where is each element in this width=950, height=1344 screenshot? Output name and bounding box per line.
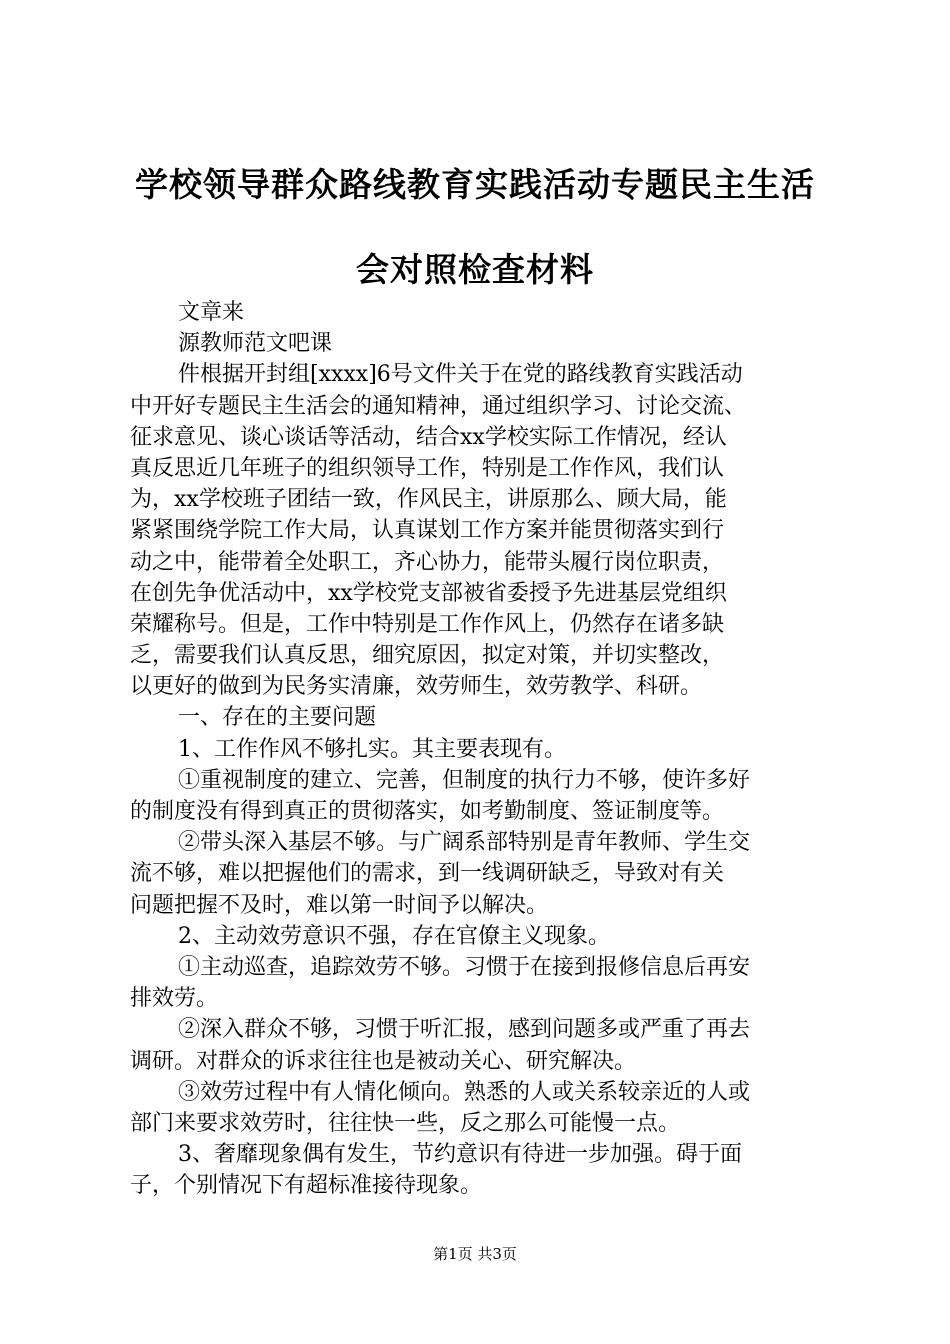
body-text-line: 真反思近几年班子的组织领导工作，特别是工作作风，我们认 bbox=[130, 455, 725, 481]
body-text-line: 部门来要求效劳时，往往快一些，反之那么可能慢一点。 bbox=[130, 1110, 681, 1136]
body-text-line: 排效劳。 bbox=[130, 986, 219, 1012]
body-text-line: 荣耀称号。但是，工作中特别是工作作风上，仍然存在诸多缺 bbox=[130, 611, 725, 637]
document-body bbox=[130, 297, 830, 1201]
body-text-line: ①主动巡查，追踪效劳不够。习惯于在接到报修信息后再安 bbox=[178, 954, 751, 980]
body-text-line: 的制度没有得到真正的贯彻落实，如考勤制度、签证制度等。 bbox=[130, 799, 725, 824]
body-text-line: 源教师范文吧课 bbox=[178, 331, 333, 357]
body-text-line: 问题把握不及时，难以第一时间予以解决。 bbox=[130, 892, 549, 918]
body-text-line: 动之中，能带着全处职工，齐心协力，能带头履行岗位职责， bbox=[130, 549, 725, 575]
body-text-line: 以更好的做到为民务实清廉，效劳师生，效劳教学、科研。 bbox=[130, 674, 703, 700]
body-text-line: ③效劳过程中有人情化倾向。熟悉的人或关系较亲近的人或 bbox=[178, 1079, 751, 1105]
body-text-line: 在创先争优活动中，xx学校党支部被省委授予先进基层党组织 bbox=[130, 580, 727, 606]
body-text-line: 件根据开封组[xxxx]6号文件关于在党的路线教育实践活动 bbox=[178, 362, 743, 388]
body-text-line: 一、存在的主要问题 bbox=[178, 705, 377, 731]
body-text-line: 乏，需要我们认真反思，细究原因，拟定对策，并切实整改， bbox=[130, 643, 725, 669]
body-text-line: ①重视制度的建立、完善，但制度的执行力不够，使许多好 bbox=[178, 767, 751, 793]
body-text-line: 流不够，难以把握他们的需求，到一线调研缺乏，导致对有关 bbox=[130, 861, 725, 887]
body-text-line: 紧紧围绕学院工作大局，认真谋划工作方案并能贯彻落实到行 bbox=[130, 518, 725, 544]
document-title-line-1: 学校领导群众路线教育实践活动专题民主生活 bbox=[135, 165, 815, 204]
body-text-line: 子，个别情况下有超标准接待现象。 bbox=[130, 1173, 483, 1199]
body-text-line: ②带头深入基层不够。与广阔系部特别是青年教师、学生交 bbox=[178, 830, 751, 856]
body-text-line: 征求意见、谈心谈话等活动，结合xx学校实际工作情况，经认 bbox=[130, 424, 727, 450]
body-text-line: 3、奢靡现象偶有发生，节约意识有待进一步加强。碍于面 bbox=[178, 1142, 742, 1168]
body-text-line: 1、工作作风不够扎实。其主要表现有。 bbox=[178, 736, 566, 762]
page-number-footer: 第1页 共3页 bbox=[433, 1245, 517, 1263]
body-text-line: ②深入群众不够，习惯于听汇报，感到问题多或严重了再去 bbox=[178, 1017, 751, 1043]
body-text-line: 中开好专题民主生活会的通知精神，通过组织学习、讨论交流、 bbox=[130, 393, 747, 419]
body-text-line: 为，xx学校班子团结一致，作风民主，讲原那么、顾大局，能 bbox=[130, 487, 727, 513]
body-text-line: 调研。对群众的诉求往往也是被动关心、研究解决。 bbox=[130, 1048, 637, 1074]
body-text-line: 文章来 bbox=[178, 300, 245, 325]
document-title-line-2: 会对照检查材料 bbox=[356, 250, 594, 289]
body-text-line: 2、主动效劳意识不强，存在官僚主义现象。 bbox=[178, 923, 610, 949]
